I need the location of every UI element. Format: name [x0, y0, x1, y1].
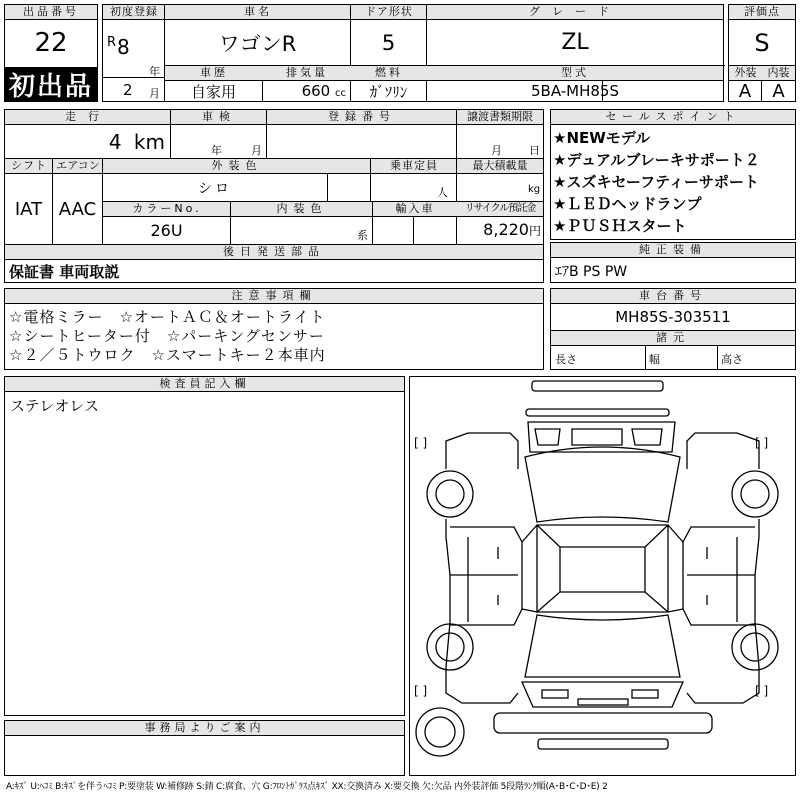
- front-right-wheel: [732, 471, 778, 517]
- svg-text:[ ]: [ ]: [755, 436, 769, 450]
- dims-label: 諸元: [551, 331, 795, 346]
- note-line: ☆シートヒーター付 ☆パーキングセンサー: [9, 327, 325, 345]
- standard-equipment-label: 純正装備: [551, 243, 795, 258]
- ac: AAC: [58, 198, 97, 220]
- ac-label: エアコン: [53, 159, 103, 174]
- year-unit: 年: [149, 65, 160, 78]
- hood: [525, 447, 680, 522]
- lot-box: [4, 4, 98, 102]
- rear-lamp-right: [632, 690, 658, 698]
- era-letter: R: [107, 35, 117, 50]
- width-label: 幅: [649, 353, 660, 366]
- note-line: ☆２／５トウロク ☆スマートキー２本車内: [9, 346, 326, 364]
- header-table: [102, 4, 724, 102]
- mileage-label: 走行: [5, 110, 171, 125]
- recycle-amount: [457, 220, 543, 239]
- reg-month: 2: [123, 81, 133, 99]
- score: S: [754, 28, 770, 57]
- sales-points-box: [550, 109, 796, 240]
- mileage-value: 4: [108, 130, 122, 154]
- model-code-label: 型式: [427, 66, 723, 81]
- sales-points-label: セールスポイント: [551, 110, 795, 125]
- shift: IAT: [14, 198, 43, 220]
- displacement-value: 660: [301, 82, 331, 100]
- color-no: 26U: [150, 221, 183, 240]
- roof-line: [526, 409, 669, 416]
- registration-label: 登録番号: [267, 110, 457, 125]
- trunk: [525, 615, 680, 677]
- notes-label: 注意事項欄: [5, 289, 543, 304]
- lot-label: 出品番号: [5, 5, 97, 20]
- recycle-amount-value: 8,220: [483, 220, 529, 239]
- displacement-unit: cc: [335, 88, 346, 99]
- svg-text:[ ]: [ ]: [414, 684, 428, 698]
- score-box: [728, 4, 796, 102]
- transfer-day-unit: 日: [529, 144, 540, 157]
- car-name-label: 車名: [165, 5, 351, 20]
- sales-points-list: [551, 127, 795, 237]
- mileage-unit: km: [133, 130, 165, 154]
- reg-year: 8: [117, 35, 130, 59]
- office-box: [4, 720, 405, 776]
- sales-point-item: ★NEWモデル: [553, 129, 651, 147]
- grade: ZL: [561, 30, 589, 55]
- max-load-label: 最大積載量: [457, 159, 543, 174]
- score-label: 評価点: [729, 5, 795, 20]
- displacement: [263, 82, 350, 100]
- inspector-text: ステレオレス: [10, 397, 99, 415]
- import-label: 輸入車: [373, 202, 457, 217]
- front-left-wheel: [427, 471, 473, 517]
- color-no-label: カラーNo.: [103, 202, 231, 217]
- exterior-color-label: 外装色: [103, 159, 371, 174]
- chassis-number: MH85S-303511: [615, 308, 731, 326]
- later-parts: 保証書 車両取説: [9, 263, 120, 281]
- length-label: 長さ: [555, 353, 577, 366]
- rear-right-wheel: [732, 624, 778, 670]
- sales-point-item: ★ＬＥＤヘッドランプ: [553, 195, 702, 213]
- sales-point-item: ★デュアルブレーキサポート２: [553, 151, 760, 169]
- body-outline-left: [446, 433, 518, 703]
- displacement-label: 排気量: [263, 66, 351, 81]
- max-load-unit: kg: [528, 184, 541, 195]
- inspection-label: 車検: [171, 110, 267, 125]
- interior-score-label: 内装: [762, 66, 795, 81]
- body-outline-right: [687, 433, 759, 703]
- standard-equipment-box: [550, 242, 796, 283]
- details-table: [4, 109, 544, 283]
- shift-label: シフト: [5, 159, 53, 174]
- interior-score: A: [772, 81, 785, 101]
- capacity-label: 乗車定員: [371, 159, 457, 174]
- fuel-label: 燃料: [351, 66, 427, 81]
- svg-text:[ ]: [ ]: [414, 436, 428, 450]
- spare-wheel: [416, 708, 464, 756]
- month-unit: 月: [149, 87, 160, 100]
- interior-color-unit: 系: [357, 229, 368, 242]
- note-line: ☆電格ミラー ☆オートＡＣ＆オートライト: [9, 308, 326, 326]
- recycle-unit: 円: [528, 224, 541, 238]
- rear-bumper: [494, 713, 712, 733]
- legend: A:ｷｽﾞ U:ﾍｺﾐ B:ｷｽﾞを伴うﾍｺﾐ P:要塗装 W:補修跡 S:錆 C:腐食、穴 G:ﾌﾛﾝﾄｶﾞﾗｽ点ｷｽﾞ XX:交換済み X:要交換 欠:欠品 内外装評価 5段階ﾗﾝｸ順(A･B･C･D･E) 2: [6, 782, 608, 792]
- car-name: ワゴンR: [218, 31, 297, 56]
- history-label: 車歴: [165, 66, 263, 81]
- car-diagram: [410, 377, 795, 775]
- later-parts-label: 後日発送部品: [5, 245, 543, 260]
- doors: 5: [381, 30, 396, 55]
- inspection-year-unit: 年: [211, 144, 222, 157]
- exterior-score: A: [738, 81, 752, 101]
- exterior-score-label: 外装: [729, 66, 762, 81]
- office-label: 事務局よりご案内: [5, 721, 404, 736]
- car-diagram-box: [409, 376, 796, 776]
- height-label: 高さ: [721, 353, 743, 366]
- first-listing-badge: 初出品: [5, 67, 97, 101]
- rear-lamp-left: [542, 690, 568, 698]
- model-code: 5BA-MH85S: [530, 82, 619, 100]
- fuel: ｶﾞｿﾘﾝ: [369, 82, 408, 101]
- recycle-label: リサイクル預託金: [457, 202, 543, 217]
- interior-color-label: 内装色: [231, 202, 373, 217]
- rear-window: [522, 682, 683, 707]
- door-label: ドア形状: [351, 5, 427, 20]
- svg-text:[ ]: [ ]: [755, 684, 769, 698]
- exterior-color: シロ: [198, 181, 232, 197]
- capacity-unit: 人: [437, 186, 448, 199]
- grade-label: グレード: [427, 5, 723, 20]
- inspector-box: [4, 376, 405, 716]
- notes-lines: [5, 308, 326, 365]
- front-bumper: [532, 381, 663, 391]
- notes-box: [4, 288, 544, 370]
- sales-point-item: ★スズキセーフティーサポート: [553, 173, 759, 191]
- rear-left-wheel: [427, 624, 473, 670]
- first-reg-label: 初度登録: [103, 5, 165, 20]
- chassis-label: 車台番号: [551, 289, 795, 304]
- transfer-month-unit: 月: [491, 144, 502, 157]
- mileage: [5, 130, 165, 154]
- roof: [537, 525, 668, 612]
- lot-number: 22: [34, 28, 68, 58]
- history: 自家用: [190, 82, 236, 101]
- transfer-deadline-label: 譲渡書類期限: [457, 110, 543, 125]
- chassis-box: [550, 288, 796, 370]
- standard-equipment: ｴｱB PS PW: [555, 264, 628, 280]
- inspection-month-unit: 月: [251, 144, 262, 157]
- inspector-label: 検査員記入欄: [5, 377, 404, 392]
- sales-point-item: ★ＰＵＳＨスタート: [553, 217, 687, 235]
